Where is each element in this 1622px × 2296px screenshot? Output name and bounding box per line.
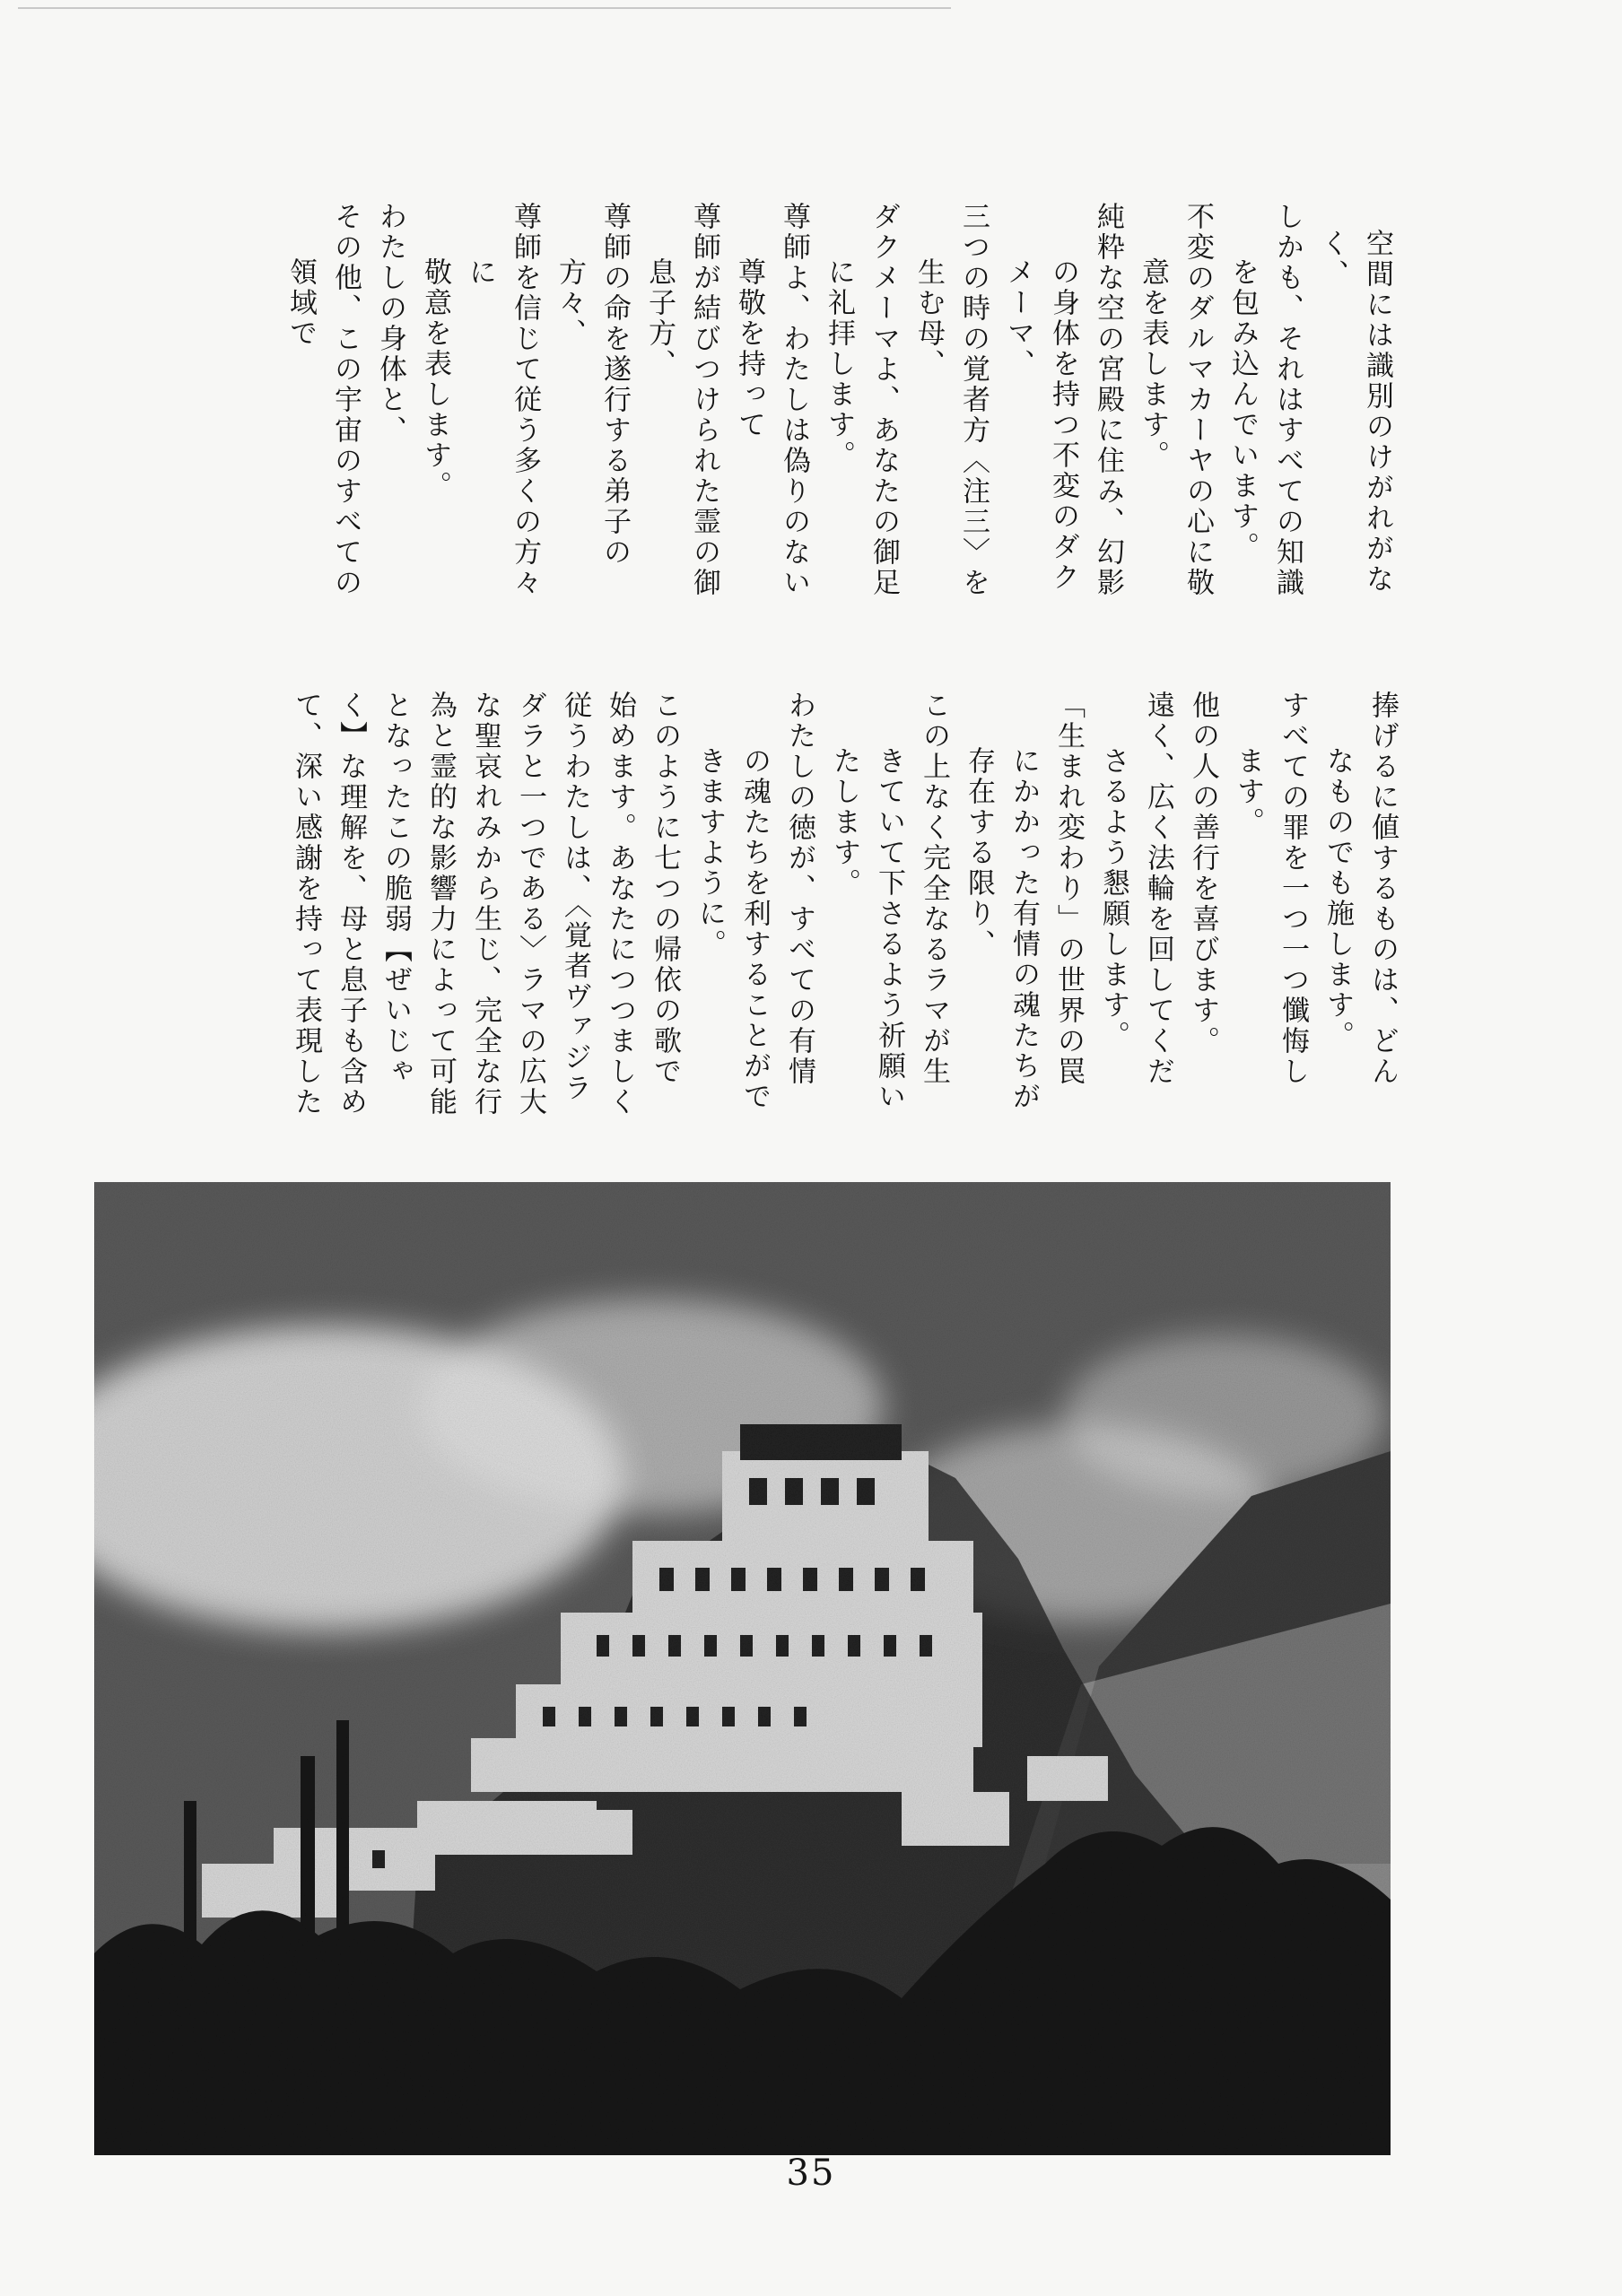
upper_block-line: の身体を持つ不変のダク	[1047, 257, 1079, 593]
lower_block-line: さるよう懇願します。	[1097, 746, 1129, 1051]
lower_block-line: この上なく完全なるラマが生	[918, 691, 950, 1087]
upper_block-line: ダクメーマよ、あなたの御足	[868, 202, 900, 598]
lower_block-line: なものでも施します。	[1321, 746, 1354, 1051]
lower_block-line: たします。	[828, 746, 860, 899]
lower_block-line: このように七つの帰依の歌で	[649, 691, 681, 1087]
lower_block-line: にかかった有情の魂たちが	[1007, 746, 1040, 1112]
lower_block-line: ます。	[1232, 746, 1264, 838]
upper_block-line: に	[464, 257, 496, 288]
upper_block-line: 敬意を表します。	[419, 257, 451, 501]
lower_block-line: て、深い感謝を持って表現した	[290, 691, 322, 1118]
upper_block-line: 意を表します。	[1137, 257, 1169, 471]
monastery-photo	[94, 1182, 1391, 2155]
lower_block-line: きますように。	[693, 746, 726, 960]
upper_block-line: しかも、それはすべての知識	[1271, 202, 1304, 598]
upper_block-line: 不変のダルマカーヤの心に敬	[1182, 202, 1214, 598]
upper_block-line: メーマ、	[1002, 257, 1034, 379]
lower_block-line: く】な理解を、母と息子も含め	[335, 691, 367, 1118]
lower_block-line: の魂たちを利することがで	[738, 746, 771, 1112]
upper_block-line: 尊敬を持って	[733, 257, 765, 440]
lower_block-line: 遠く、広く法輪を回してくだ	[1142, 691, 1174, 1087]
lower_block-line: となったこの脆弱【ぜいじゃ	[379, 691, 412, 1087]
upper_block-line: その他、この宇宙のすべての	[329, 202, 362, 598]
upper_block-line: 純粋な空の宮殿に住み、幻影	[1092, 202, 1124, 598]
monastery-photo-illustration	[94, 1182, 1391, 2155]
lower_block-line: きていて下さるよう祈願い	[873, 746, 905, 1112]
lower_block-line: な聖哀れみから生じ、完全な行	[469, 691, 501, 1118]
lower_block-line: すべての罪を一つ一つ懺悔し	[1277, 691, 1309, 1087]
lower_block-line: 捧げるに値するものは、どん	[1366, 691, 1399, 1087]
upper_block-line: 尊師を信じて従う多くの方々	[509, 202, 541, 598]
upper_block-line: わたしの身体と、	[374, 202, 406, 446]
lower_block-line: 他の人の善行を喜びます。	[1187, 691, 1219, 1057]
lower_block-line: 為と霊的な影響力によって可能	[424, 691, 457, 1118]
upper_block-line: 領域で	[284, 257, 317, 349]
lower_block-line: わたしの徳が、すべての有情	[783, 691, 815, 1087]
page-number: 35	[786, 2152, 836, 2194]
lower-text-block	[283, 691, 1405, 1139]
upper_block-line: 尊師よ、わたしは偽りのない	[778, 202, 810, 598]
upper_block-line: に礼拝します。	[823, 257, 855, 471]
upper_block-line: 三つの時の覚者方〈注三〉を	[957, 202, 990, 598]
scan-edge-rule	[18, 7, 951, 9]
upper_block-line: を包み込んでいます。	[1226, 257, 1259, 562]
upper_block-line: く、	[1316, 229, 1348, 290]
lower_block-line: 従うわたしは、〈覚者ヴァジラ	[559, 691, 591, 1104]
upper_block-line: 方々、	[554, 257, 586, 349]
lower_block-line: 「生まれ変わり」の世界の罠	[1052, 691, 1085, 1087]
upper_block-line: 生む母、	[912, 257, 945, 379]
lower_block-line: ダラと一つである〉ラマの広大	[514, 691, 546, 1118]
upper-text-block	[278, 202, 1400, 677]
lower_block-line: 始めます。あなたにつつましく	[604, 691, 636, 1118]
upper_block-line: 息子方、	[643, 257, 676, 379]
lower_block-line: 存在する限り、	[963, 746, 995, 960]
upper_block-line: 空間には識別のけがれがな	[1361, 229, 1393, 595]
upper_block-line: 尊師の命を遂行する弟子の	[598, 202, 631, 568]
upper_block-line: 尊師が結びつけられた霊の御	[688, 202, 720, 598]
